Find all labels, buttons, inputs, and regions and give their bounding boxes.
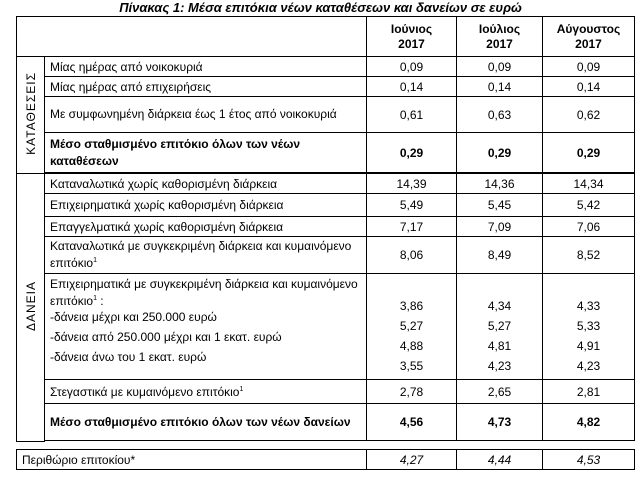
table-row <box>17 97 635 133</box>
row-label: Επιχειρηματικά χωρίς καθορισμένη διάρκεια <box>45 194 367 217</box>
table-row <box>17 217 635 237</box>
row-label: Με συμφωνημένη διάρκεια έως 1 έτος από νοικοκυριά <box>45 97 367 133</box>
cell: 7,09 <box>457 217 543 237</box>
cell: 0,29 <box>457 133 543 173</box>
row-label: Στεγαστικά με κυμαινόμενο επιτόκιο$^1$ <box>45 380 367 404</box>
table-row <box>17 380 635 404</box>
cell: 0,29 <box>367 133 457 173</box>
spacer-row <box>17 441 635 442</box>
cell-stack: 4,33 5,33 4,91 4,23 <box>543 274 635 380</box>
cell: 8,06 <box>367 237 457 274</box>
interest-margin-row <box>17 450 635 470</box>
table-row <box>17 57 635 77</box>
deposits-section-label: ΚΑΤΑΘΕΣΕΙΣ <box>17 57 45 174</box>
cell: 4,44 <box>457 450 543 470</box>
row-label: Επαγγελματικά χωρίς καθορισμένη διάρκεια <box>45 217 367 237</box>
row-label: Μέσο σταθμισμένο επιτόκιο όλων των νέων δανείων <box>45 404 367 441</box>
loans-total-row <box>17 404 635 441</box>
table-row <box>17 237 635 274</box>
loans-section-label: ΔΑΝΕΙΑ <box>17 174 45 442</box>
cell-stack: 3,86 5,27 4,88 3,55 <box>367 274 457 380</box>
col-june: Ιούνιος 2017 <box>367 17 457 57</box>
cell: 4,56 <box>367 404 457 441</box>
header-row <box>17 17 635 57</box>
cell: 0,09 <box>457 57 543 77</box>
deposits-total-row <box>17 133 635 173</box>
row-label: Περιθώριο επιτοκίου* <box>17 450 367 470</box>
cell: 8,52 <box>543 237 635 274</box>
cell-stack: 4,34 5,27 4,81 4,23 <box>457 274 543 380</box>
interest-margin-table <box>16 449 635 470</box>
rates-table <box>16 16 635 442</box>
cell: 2,81 <box>543 380 635 404</box>
cell: 4,73 <box>457 404 543 441</box>
row-label: Καταναλωτικά χωρίς καθορισμένη διάρκεια <box>45 174 367 194</box>
row-label: Καταναλωτικά με συγκεκριμένη διάρκεια και κυμαινόμενο επιτόκιο$^1$ <box>45 237 367 274</box>
cell: 0,14 <box>367 77 457 97</box>
sub-label: -δάνεια άνω του 1 εκατ. ευρώ <box>50 350 207 364</box>
col-july: Ιούλιος 2017 <box>457 17 543 57</box>
row-label: Μίας ημέρας από νοικοκυριά <box>45 57 367 77</box>
cell: 14,34 <box>543 174 635 194</box>
cell: 4,82 <box>543 404 635 441</box>
cell: 5,45 <box>457 194 543 217</box>
table-row <box>17 174 635 194</box>
cell: 7,06 <box>543 217 635 237</box>
cell: 0,63 <box>457 97 543 133</box>
row-label: Επιχειρηματικά με συγκεκριμένη διάρκεια και κυμαινόμενο επιτόκιο$^1$ : -δάνεια μέχρι και 250.000 ευρώ -δάνεια από 250.000 μέχρι και 1 εκατ. ευρώ -δάνεια άνω του 1 εκατ. ευρώ <box>45 274 367 380</box>
table-title: Πίνακας 1: Μέσα επιτόκια νέων καταθέσεων και δανείων σε ευρώ <box>119 0 522 15</box>
cell: 14,39 <box>367 174 457 194</box>
cell: 8,49 <box>457 237 543 274</box>
cell: 4,27 <box>367 450 457 470</box>
cell: 5,49 <box>367 194 457 217</box>
table-row <box>17 194 635 217</box>
col-august: Αύγουστος 2017 <box>543 17 635 57</box>
cell: 0,62 <box>543 97 635 133</box>
cell: 14,36 <box>457 174 543 194</box>
cell: 0,09 <box>543 57 635 77</box>
cell: 2,78 <box>367 380 457 404</box>
cell: 0,09 <box>367 57 457 77</box>
cell: 0,29 <box>543 133 635 173</box>
cell: 0,61 <box>367 97 457 133</box>
table-row <box>17 77 635 97</box>
row-label: Μέσο σταθμισμένο επιτόκιο όλων των νέων καταθέσεων <box>45 133 367 173</box>
sub-label: -δάνεια από 250.000 μέχρι και 1 εκατ. ευρώ <box>50 330 282 344</box>
sub-label: -δάνεια μέχρι και 250.000 ευρώ <box>50 310 217 324</box>
header-blank <box>17 17 367 57</box>
cell: 0,14 <box>457 77 543 97</box>
cell: 4,53 <box>543 450 635 470</box>
row-label: Μίας ημέρας από επιχειρήσεις <box>45 77 367 97</box>
cell: 7,17 <box>367 217 457 237</box>
cell: 2,65 <box>457 380 543 404</box>
cell: 5,42 <box>543 194 635 217</box>
cell: 0,14 <box>543 77 635 97</box>
table-row-business-fixed <box>17 274 635 380</box>
